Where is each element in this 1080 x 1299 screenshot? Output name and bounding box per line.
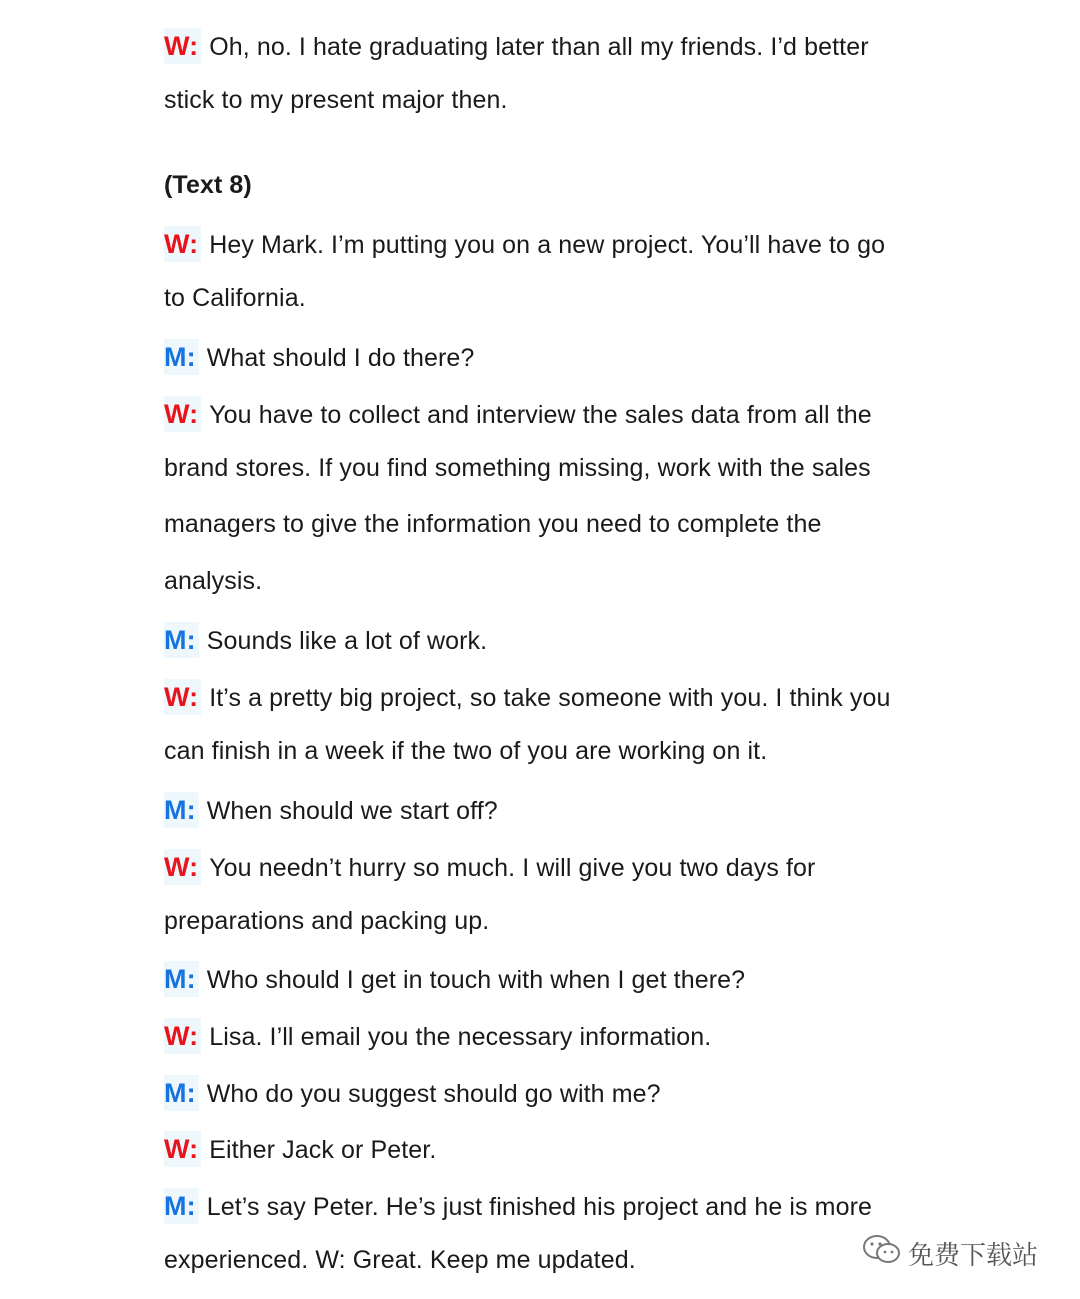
speaker-woman-label: W: xyxy=(164,1131,201,1167)
line-text: Who do you suggest should go with me? xyxy=(206,1080,661,1108)
dialogue-line xyxy=(164,282,306,314)
line-text: When should we start off? xyxy=(206,797,498,825)
speaker-woman-label: W: xyxy=(164,28,201,64)
line-text: stick to my present major then. xyxy=(164,86,508,114)
section-heading xyxy=(164,169,252,201)
line-text: preparations and packing up. xyxy=(164,907,490,935)
speaker-man-label: M: xyxy=(164,792,199,828)
line-text: Sounds like a lot of work. xyxy=(206,627,488,655)
dialogue-line xyxy=(164,849,815,885)
speaker-man-label: M: xyxy=(164,1188,199,1224)
line-text: What should I do there? xyxy=(206,344,475,372)
line-text: Lisa. I’ll email you the necessary information. xyxy=(209,1023,712,1051)
line-text: brand stores. If you find something missing, work with the sales xyxy=(164,454,871,482)
dialogue-line xyxy=(164,396,872,432)
line-text: You needn’t hurry so much. I will give you two days for xyxy=(209,854,816,882)
line-text: Either Jack or Peter. xyxy=(209,1136,437,1164)
dialogue-line xyxy=(164,565,262,597)
speaker-woman-label: W: xyxy=(164,396,201,432)
speaker-woman-label: W: xyxy=(164,1018,201,1054)
dialogue-line xyxy=(164,452,871,484)
line-text: analysis. xyxy=(164,567,263,595)
speaker-woman-label: W: xyxy=(164,679,201,715)
speaker-man-label: M: xyxy=(164,961,199,997)
dialogue-line xyxy=(164,1018,711,1054)
wechat-icon xyxy=(862,1233,908,1274)
speaker-woman-label: W: xyxy=(164,849,201,885)
dialogue-line xyxy=(164,735,767,767)
speaker-man-label: M: xyxy=(164,622,199,658)
watermark-text: 免费下载站 xyxy=(908,1241,1039,1271)
speaker-woman-label: W: xyxy=(164,226,201,262)
dialogue-line xyxy=(164,961,745,997)
line-text: managers to give the information you need to complete the xyxy=(164,510,822,538)
dialogue-line xyxy=(164,905,489,937)
dialogue-line xyxy=(164,1075,661,1111)
section-heading-text: (Text 8) xyxy=(164,171,252,199)
dialogue-line xyxy=(164,679,890,715)
line-text: experienced. W: Great. Keep me updated. xyxy=(164,1246,636,1274)
dialogue-line xyxy=(164,622,487,658)
line-text: Who should I get in touch with when I get there? xyxy=(206,966,746,994)
line-text: It’s a pretty big project, so take someone with you. I think you xyxy=(209,684,891,712)
dialogue-line xyxy=(164,792,498,828)
line-text: You have to collect and interview the sales data from all the xyxy=(209,401,872,429)
line-text: Let’s say Peter. He’s just finished his project and he is more xyxy=(206,1193,873,1221)
line-text: Oh, no. I hate graduating later than all my friends. I’d better xyxy=(209,33,869,61)
speaker-man-label: M: xyxy=(164,1075,199,1111)
line-text: Hey Mark. I’m putting you on a new project. You’ll have to go xyxy=(209,231,886,259)
watermark xyxy=(862,1233,1038,1274)
dialogue-line xyxy=(164,226,885,262)
line-text: can finish in a week if the two of you are working on it. xyxy=(164,737,768,765)
dialogue-line xyxy=(164,1188,872,1224)
dialogue-line xyxy=(164,1244,636,1276)
dialogue-line xyxy=(164,508,821,540)
dialogue-line xyxy=(164,28,869,64)
dialogue-line xyxy=(164,339,474,375)
line-text: to California. xyxy=(164,284,306,312)
speaker-man-label: M: xyxy=(164,339,199,375)
dialogue-line xyxy=(164,1131,436,1167)
dialogue-line xyxy=(164,84,508,116)
